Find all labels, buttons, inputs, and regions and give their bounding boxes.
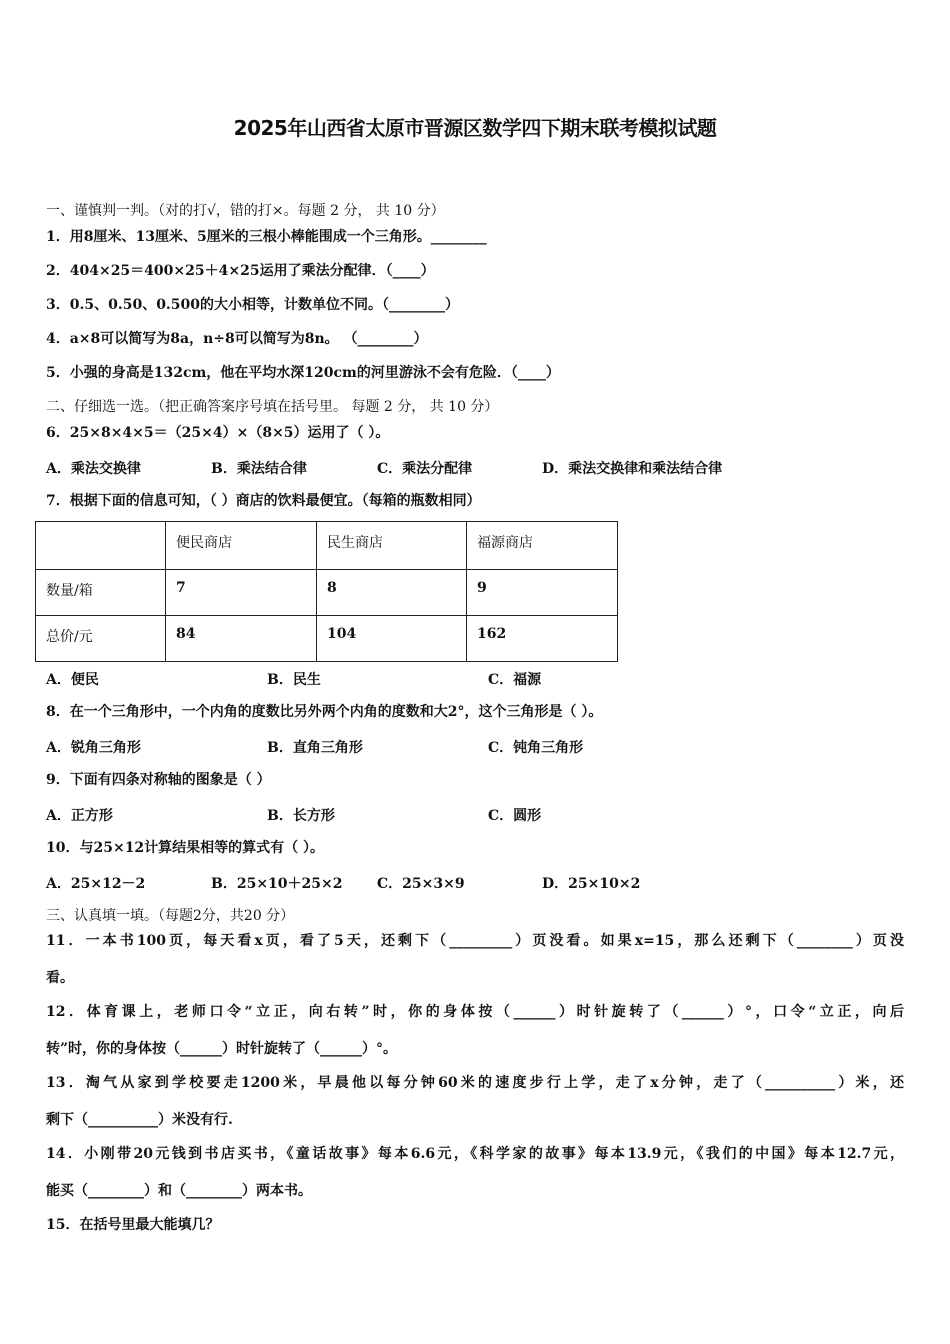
question-11-line-2: 看。 bbox=[46, 970, 74, 986]
option-b: B．直角三角形 bbox=[267, 740, 363, 756]
question-5: 5．小强的身高是132cm，他在平均水深120cm的河里游泳不会有危险．（____） bbox=[46, 365, 560, 381]
option-b: B．长方形 bbox=[267, 808, 335, 824]
question-7-options bbox=[46, 669, 866, 687]
option-c: C．25×3×9 bbox=[377, 876, 465, 892]
table-cell: 162 bbox=[467, 616, 618, 662]
table-cell: 104 bbox=[317, 616, 467, 662]
question-7: 7．根据下面的信息可知，（ ）商店的饮料最便宜。（每箱的瓶数相同） bbox=[46, 493, 481, 509]
table-row-label: 数量/箱 bbox=[36, 570, 166, 616]
question-9: 9．下面有四条对称轴的图象是（ ） bbox=[46, 772, 271, 788]
option-d: D．25×10×2 bbox=[542, 876, 641, 892]
option-b: B．民生 bbox=[267, 672, 321, 688]
question-8: 8．在一个三角形中，一个内角的度数比另外两个内角的度数和大2°，这个三角形是（ ）。 bbox=[46, 704, 603, 720]
question-3: 3．0.5、0.50、0.500的大小相等，计数单位不同。（________） bbox=[46, 297, 460, 313]
table-header-row bbox=[36, 522, 618, 570]
question-13-line-1: 13．淘气从家到学校要走1200米，早晨他以每分钟60米的速度步行上学，走了x分钟，走了（__________）米，还 bbox=[46, 1075, 904, 1091]
question-8-options bbox=[46, 737, 866, 755]
option-c: C．圆形 bbox=[488, 808, 542, 824]
option-c: C．钝角三角形 bbox=[488, 740, 584, 756]
question-9-options bbox=[46, 805, 866, 823]
question-13-line-2: 剩下（__________）米没有行. bbox=[46, 1112, 233, 1128]
section-2-heading: 二、仔细选一选。（把正确答案序号填在括号里。 每题 2 分， 共 10 分） bbox=[46, 399, 499, 415]
question-14-line-2: 能买（________）和（________）两本书。 bbox=[46, 1183, 312, 1199]
option-a: A．25×12－2 bbox=[46, 876, 146, 892]
table-cell: 8 bbox=[317, 570, 467, 616]
page-title: 2025年山西省太原市晋源区数学四下期末联考模拟试题 bbox=[233, 116, 717, 140]
option-a: A．锐角三角形 bbox=[46, 740, 141, 756]
section-3-heading: 三、认真填一填。（每题2分，共20 分） bbox=[46, 908, 295, 924]
table-header-cell: 福源商店 bbox=[467, 522, 618, 570]
question-1: 1．用8厘米、13厘米、5厘米的三根小棒能围成一个三角形。________ bbox=[46, 229, 487, 245]
option-c: C．福源 bbox=[488, 672, 542, 688]
table-header-cell: 便民商店 bbox=[166, 522, 317, 570]
price-table bbox=[35, 521, 618, 662]
option-a: A．正方形 bbox=[46, 808, 113, 824]
option-a: A．乘法交换律 bbox=[46, 461, 141, 477]
question-10: 10．与25×12计算结果相等的算式有（ ）。 bbox=[46, 840, 325, 856]
question-15: 15．在括号里最大能填几？ bbox=[46, 1217, 220, 1233]
question-11-line-1: 11．一本书100页，每天看x页，看了5天，还剩下（_________）页没看。如果x=15，那么还剩下（________）页没 bbox=[46, 933, 904, 949]
question-6-options bbox=[46, 458, 866, 476]
question-14-line-1: 14．小刚带20元钱到书店买书，《童话故事》每本6.6元，《科学家的故事》每本13.9元，《我们的中国》每本12.7元， bbox=[46, 1146, 904, 1162]
question-2: 2．404×25＝400×25＋4×25运用了乘法分配律．（____） bbox=[46, 263, 435, 279]
table-header-cell: 民生商店 bbox=[317, 522, 467, 570]
table-cell: 9 bbox=[467, 570, 618, 616]
question-6: 6．25×8×4×5＝（25×4）×（8×5）运用了（ ）。 bbox=[46, 425, 390, 441]
table-row bbox=[36, 570, 618, 616]
table-row-label: 总价/元 bbox=[36, 616, 166, 662]
option-b: B．乘法结合律 bbox=[211, 461, 307, 477]
table-cell bbox=[36, 522, 166, 570]
table-row bbox=[36, 616, 618, 662]
section-1-heading: 一、谨慎判一判。（对的打√，错的打×。每题 2 分， 共 10 分） bbox=[46, 203, 445, 219]
table-cell: 84 bbox=[166, 616, 317, 662]
option-d: D．乘法交换律和乘法结合律 bbox=[542, 461, 723, 477]
question-12-line-1: 12．体育课上，老师口令“立正，向右转”时，你的身体按（______）时针旋转了（______）°，口令“立正，向后 bbox=[46, 1004, 904, 1020]
option-b: B．25×10＋25×2 bbox=[211, 876, 343, 892]
question-10-options bbox=[46, 873, 866, 891]
question-4: 4．a×8可以简写为8a，n÷8可以简写为8n。 （________） bbox=[46, 331, 428, 347]
option-c: C．乘法分配律 bbox=[377, 461, 473, 477]
question-12-line-2: 转”时，你的身体按（______）时针旋转了（______）°。 bbox=[46, 1041, 398, 1057]
option-a: A．便民 bbox=[46, 672, 99, 688]
table-cell: 7 bbox=[166, 570, 317, 616]
